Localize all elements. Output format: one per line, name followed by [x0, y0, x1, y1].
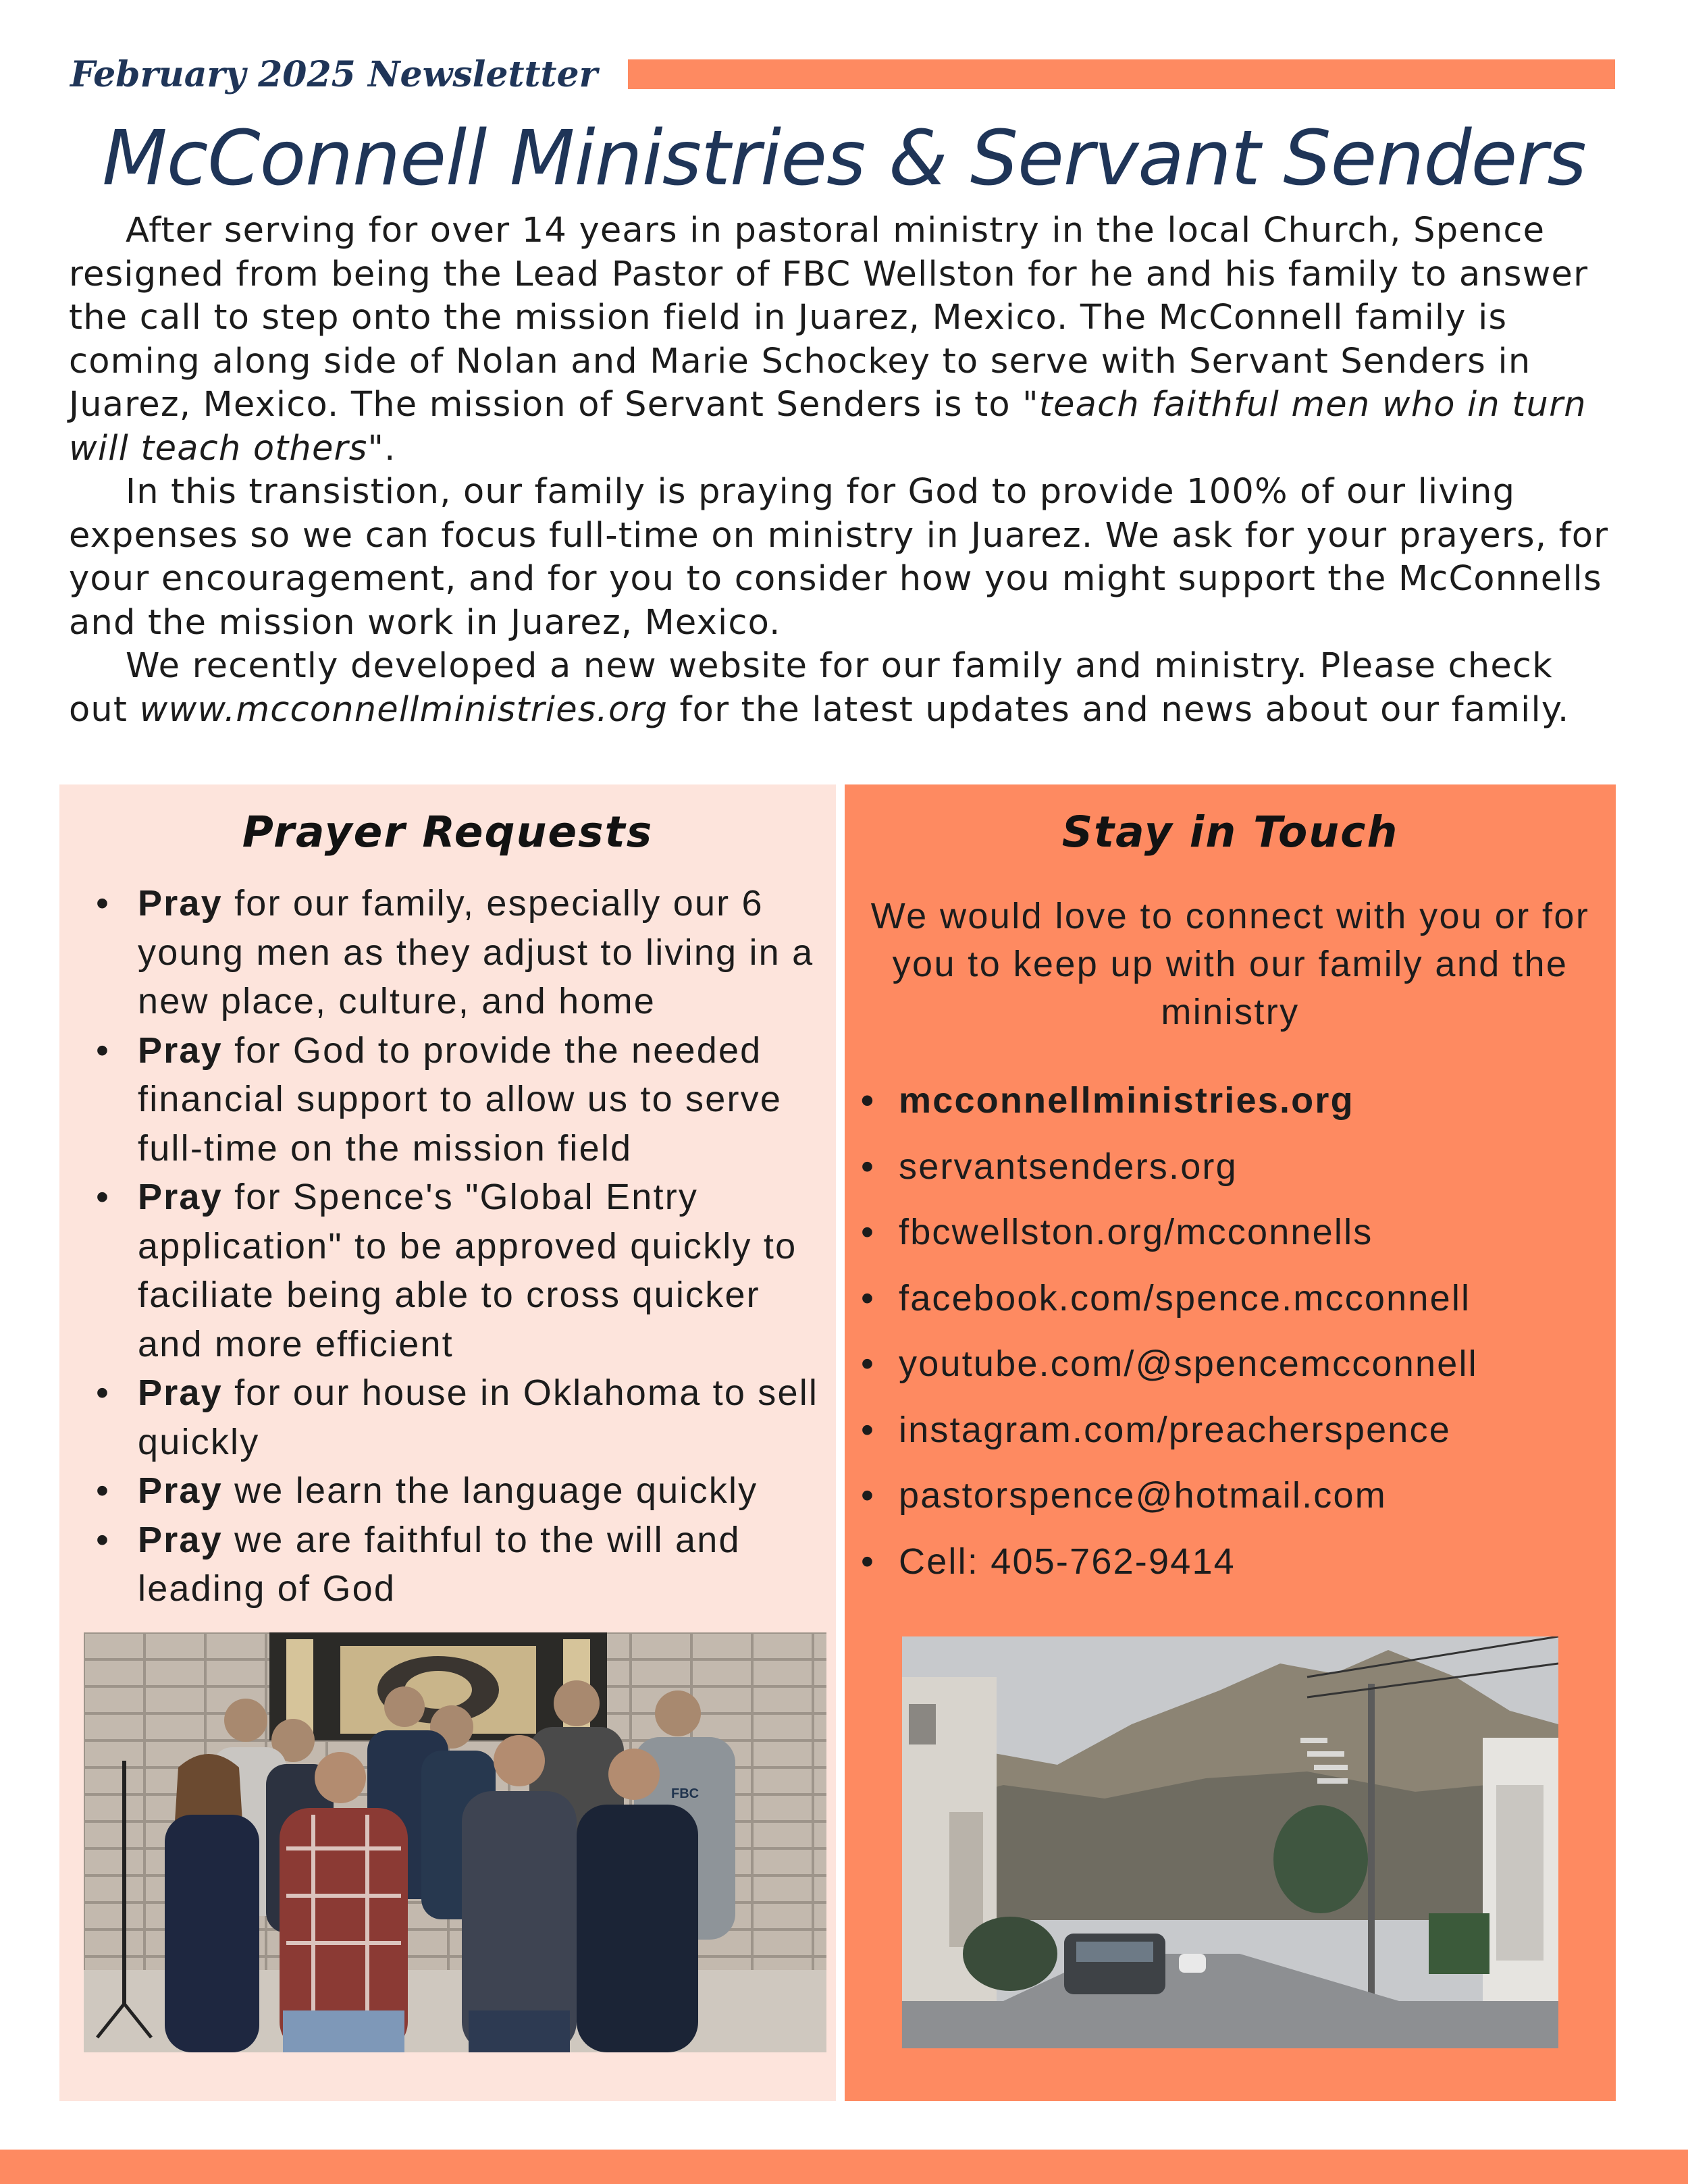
contact-item-servantsenders[interactable]: • servantsenders.org — [858, 1134, 1601, 1200]
contact-item-facebook[interactable]: • facebook.com/spence.mcconnell — [858, 1266, 1601, 1332]
prayer-item-lead: Pray — [138, 1373, 223, 1413]
shirt-logo-text: FBC — [671, 1786, 700, 1801]
prayer-item-lead: Pray — [138, 1030, 223, 1071]
prayer-item-text: we learn the language quickly — [222, 1470, 758, 1511]
contact-item-website[interactable]: • mcconnellministries.org — [858, 1068, 1601, 1134]
prayer-item-text: for Spence's "Global Entry application" to be approved quickly to faciliate being able to cross quicker and more efficient — [138, 1177, 797, 1364]
intro-paragraph-1 — [69, 209, 1622, 471]
intro-p3-text: We recently developed a new website for our family and ministry. Please check out — [69, 646, 1553, 730]
prayer-item-lead: Pray — [138, 1177, 223, 1217]
stay-in-touch-intro: We would love to connect with you or for you to keep up with our family and the ministry — [870, 896, 1590, 1032]
contact-item-fbcwellston[interactable]: • fbcwellston.org/mcconnells — [858, 1200, 1601, 1266]
prayer-item-text: for God to provide the needed financial support to allow us to serve full-time on the mission field — [138, 1030, 783, 1169]
prayer-item — [86, 1026, 822, 1173]
prayer-item-lead: Pray — [138, 1470, 223, 1511]
prayer-item-lead: Pray — [138, 883, 223, 924]
intro-paragraph-2: In this transistion, our family is praying for God to provide 100% of our living expenses so we can focus full-time on ministry in Juarez. We ask for your prayers, for your encouragement, and for you to consider how you might support the McConnells and the mission work in Juarez, Mexico. — [69, 472, 1609, 643]
contact-item-email[interactable]: • pastorspence@hotmail.com — [858, 1463, 1601, 1529]
prayer-item-text: we are faithful to the will and leading of God — [138, 1519, 741, 1609]
prayer-item-lead: Pray — [138, 1519, 223, 1560]
newsletter-date-label: February 2025 Newslettter — [70, 54, 598, 95]
prayer-item — [86, 1173, 822, 1368]
prayer-item — [86, 1516, 822, 1614]
prayer-item-text: for our house in Oklahoma to sell quickly — [138, 1373, 819, 1462]
contact-item-phone[interactable]: • Cell: 405-762-9414 — [858, 1529, 1601, 1595]
page-title: McConnell Ministries & Servant Senders — [102, 115, 1586, 203]
contact-item-instagram[interactable]: • instagram.com/preacherspence — [858, 1397, 1601, 1464]
header-accent-bar — [628, 59, 1615, 89]
group-photo-illustration — [84, 1632, 826, 2052]
prayer-item-text: for our family, especially our 6 young men as they adjust to living in a new place, culture, and home — [138, 883, 814, 1021]
group-photo — [84, 1632, 826, 2052]
street-photo — [902, 1636, 1558, 2048]
prayer-item — [86, 1466, 822, 1516]
website-link[interactable]: www.mcconnellministries.org — [139, 689, 668, 730]
intro-p1-text: After serving for over 14 years in pastoral ministry in the local Church, Spence resigned from being the Lead Pastor of FBC Wellston for he and his family to answer the call to step onto the mission field in Juarez, Mexico. The McConnell family is coming along side of Nolan and Marie Schockey to serve with Servant Senders in Juarez, Mexico. The mission of Servant Senders is to " — [69, 211, 1589, 425]
intro-section — [69, 209, 1622, 732]
prayer-requests-title: Prayer Requests — [242, 807, 654, 857]
intro-p1-end: ". — [367, 428, 396, 469]
prayer-list — [86, 879, 822, 1614]
street-photo-illustration — [902, 1636, 1558, 2048]
mission-quote: teach faithful men who in turn will teach others — [69, 385, 1587, 469]
contact-item-youtube[interactable]: • youtube.com/@spencemcconnell — [858, 1331, 1601, 1397]
stay-in-touch-title: Stay in Touch — [1061, 807, 1399, 857]
intro-paragraph-3 — [69, 645, 1622, 732]
prayer-item — [86, 1368, 822, 1466]
prayer-item — [86, 879, 822, 1026]
intro-p3-end: for the latest updates and news about our family. — [668, 689, 1570, 730]
contact-list — [858, 1068, 1601, 1595]
footer-accent-bar — [0, 2150, 1688, 2184]
